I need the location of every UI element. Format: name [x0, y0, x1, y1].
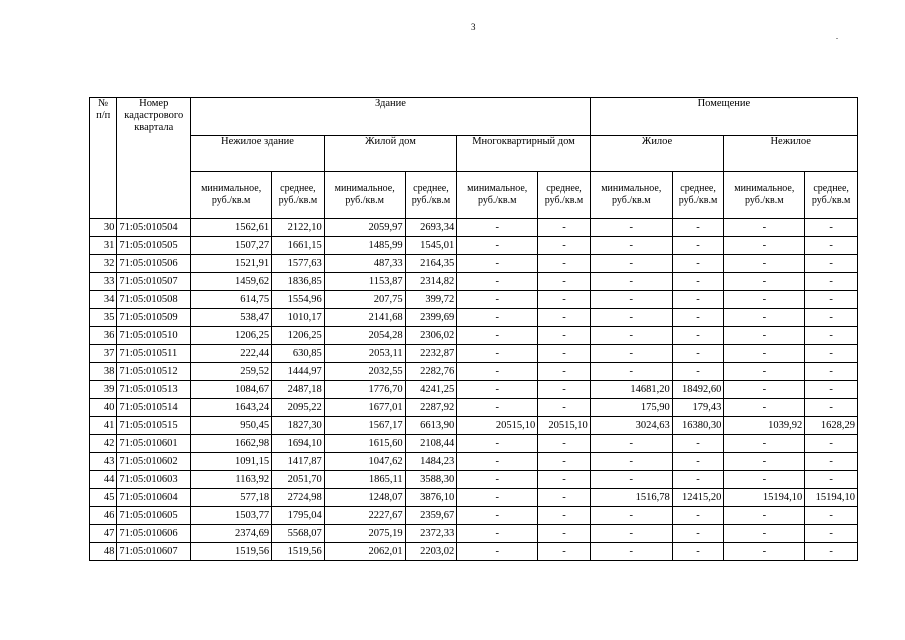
average-value-cell: 2399,69: [405, 309, 457, 327]
average-value-cell: -: [805, 453, 858, 471]
cadastral-quarter-cell: 71:05:010605: [117, 507, 191, 525]
minimum-value-cell: -: [724, 525, 805, 543]
header-minimum: минимальное, руб./кв.м: [457, 172, 538, 219]
minimum-value-cell: -: [457, 273, 538, 291]
minimum-value-cell: -: [457, 453, 538, 471]
average-value-cell: 1577,63: [272, 255, 325, 273]
average-value-cell: -: [672, 471, 724, 489]
average-value-cell: 2051,70: [272, 471, 325, 489]
minimum-value-cell: 2374,69: [191, 525, 272, 543]
average-value-cell: -: [805, 345, 858, 363]
minimum-value-cell: -: [724, 219, 805, 237]
table-row: [90, 525, 858, 543]
table-row: [90, 345, 858, 363]
subheader-nonresidential-building: Нежилое здание: [191, 136, 325, 172]
cadastral-quarter-cell: 71:05:010504: [117, 219, 191, 237]
average-value-cell: -: [805, 363, 858, 381]
row-number-cell: 41: [90, 417, 117, 435]
average-value-cell: 3588,30: [405, 471, 457, 489]
header-average: среднее, руб./кв.м: [272, 172, 325, 219]
row-number-cell: 31: [90, 237, 117, 255]
minimum-value-cell: 1163,92: [191, 471, 272, 489]
minimum-value-cell: 2062,01: [324, 543, 405, 561]
average-value-cell: 1554,96: [272, 291, 325, 309]
minimum-value-cell: 207,75: [324, 291, 405, 309]
average-value-cell: 2203,02: [405, 543, 457, 561]
average-value-cell: 2359,67: [405, 507, 457, 525]
minimum-value-cell: 1662,98: [191, 435, 272, 453]
minimum-value-cell: 1047,62: [324, 453, 405, 471]
minimum-value-cell: 175,90: [590, 399, 672, 417]
cadastral-quarter-cell: 71:05:010508: [117, 291, 191, 309]
row-number-cell: 32: [90, 255, 117, 273]
average-value-cell: -: [672, 255, 724, 273]
minimum-value-cell: -: [457, 381, 538, 399]
average-value-cell: 1444,97: [272, 363, 325, 381]
cadastral-quarter-cell: 71:05:010505: [117, 237, 191, 255]
minimum-value-cell: 20515,10: [457, 417, 538, 435]
minimum-value-cell: -: [724, 237, 805, 255]
average-value-cell: -: [538, 471, 591, 489]
average-value-cell: 179,43: [672, 399, 724, 417]
minimum-value-cell: -: [724, 327, 805, 345]
average-value-cell: 1694,10: [272, 435, 325, 453]
average-value-cell: 1484,23: [405, 453, 457, 471]
average-value-cell: -: [672, 543, 724, 561]
table-row: [90, 399, 858, 417]
average-value-cell: -: [672, 435, 724, 453]
average-value-cell: -: [805, 435, 858, 453]
minimum-value-cell: 2141,68: [324, 309, 405, 327]
minimum-value-cell: 1485,99: [324, 237, 405, 255]
table-row: [90, 507, 858, 525]
cadastral-quarter-cell: 71:05:010607: [117, 543, 191, 561]
cadastral-quarter-cell: 71:05:010511: [117, 345, 191, 363]
minimum-value-cell: 1776,70: [324, 381, 405, 399]
minimum-value-cell: -: [724, 453, 805, 471]
table-row: [90, 381, 858, 399]
average-value-cell: -: [538, 291, 591, 309]
minimum-value-cell: -: [590, 219, 672, 237]
header-average: среднее, руб./кв.м: [805, 172, 858, 219]
minimum-value-cell: 1503,77: [191, 507, 272, 525]
minimum-value-cell: 1519,56: [191, 543, 272, 561]
minimum-value-cell: 1039,92: [724, 417, 805, 435]
average-value-cell: 2282,76: [405, 363, 457, 381]
minimum-value-cell: -: [457, 291, 538, 309]
table-row: [90, 417, 858, 435]
average-value-cell: 6613,90: [405, 417, 457, 435]
average-value-cell: 1795,04: [272, 507, 325, 525]
minimum-value-cell: -: [457, 255, 538, 273]
average-value-cell: -: [538, 507, 591, 525]
average-value-cell: -: [538, 327, 591, 345]
minimum-value-cell: -: [457, 435, 538, 453]
header-row-number: № п/п: [90, 98, 117, 219]
minimum-value-cell: -: [724, 543, 805, 561]
row-number-cell: 30: [90, 219, 117, 237]
table-row: [90, 543, 858, 561]
minimum-value-cell: -: [590, 471, 672, 489]
minimum-value-cell: -: [457, 363, 538, 381]
minimum-value-cell: -: [590, 525, 672, 543]
row-number-cell: 36: [90, 327, 117, 345]
table-row: [90, 471, 858, 489]
minimum-value-cell: -: [457, 327, 538, 345]
cadastral-quarter-cell: 71:05:010515: [117, 417, 191, 435]
cadastral-quarter-cell: 71:05:010513: [117, 381, 191, 399]
page-number: 3: [471, 22, 476, 32]
cadastral-quarter-cell: 71:05:010510: [117, 327, 191, 345]
average-value-cell: -: [672, 237, 724, 255]
average-value-cell: 5568,07: [272, 525, 325, 543]
average-value-cell: -: [672, 219, 724, 237]
minimum-value-cell: 2075,19: [324, 525, 405, 543]
row-number-cell: 35: [90, 309, 117, 327]
average-value-cell: 1836,85: [272, 273, 325, 291]
minimum-value-cell: -: [724, 435, 805, 453]
minimum-value-cell: -: [724, 381, 805, 399]
minimum-value-cell: -: [724, 273, 805, 291]
minimum-value-cell: -: [457, 237, 538, 255]
average-value-cell: 15194,10: [805, 489, 858, 507]
average-value-cell: 399,72: [405, 291, 457, 309]
row-number-cell: 33: [90, 273, 117, 291]
header-average: среднее, руб./кв.м: [672, 172, 724, 219]
table-row: [90, 219, 858, 237]
average-value-cell: -: [672, 309, 724, 327]
header-minimum: минимальное, руб./кв.м: [324, 172, 405, 219]
minimum-value-cell: 1459,62: [191, 273, 272, 291]
minimum-value-cell: -: [457, 507, 538, 525]
minimum-value-cell: -: [724, 471, 805, 489]
minimum-value-cell: 577,18: [191, 489, 272, 507]
minimum-value-cell: 1507,27: [191, 237, 272, 255]
minimum-value-cell: -: [590, 291, 672, 309]
average-value-cell: -: [805, 219, 858, 237]
minimum-value-cell: 1567,17: [324, 417, 405, 435]
average-value-cell: 2095,22: [272, 399, 325, 417]
average-value-cell: -: [672, 327, 724, 345]
minimum-value-cell: -: [457, 219, 538, 237]
cadastral-quarter-cell: 71:05:010512: [117, 363, 191, 381]
average-value-cell: 4241,25: [405, 381, 457, 399]
cadastral-quarter-cell: 71:05:010507: [117, 273, 191, 291]
average-value-cell: -: [805, 543, 858, 561]
average-value-cell: 2724,98: [272, 489, 325, 507]
minimum-value-cell: 1865,11: [324, 471, 405, 489]
row-number-cell: 48: [90, 543, 117, 561]
minimum-value-cell: -: [724, 309, 805, 327]
header-minimum: минимальное, руб./кв.м: [724, 172, 805, 219]
subheader-residential-premises: Жилое: [590, 136, 724, 172]
minimum-value-cell: -: [590, 543, 672, 561]
header-building: Здание: [191, 98, 591, 136]
minimum-value-cell: 1084,67: [191, 381, 272, 399]
minimum-value-cell: -: [457, 543, 538, 561]
table-row: [90, 291, 858, 309]
average-value-cell: -: [672, 363, 724, 381]
average-value-cell: 1010,17: [272, 309, 325, 327]
header-cadastral-quarter: Номер кадастрового квартала: [117, 98, 191, 219]
minimum-value-cell: 14681,20: [590, 381, 672, 399]
row-number-cell: 42: [90, 435, 117, 453]
average-value-cell: -: [805, 255, 858, 273]
cadastral-quarter-cell: 71:05:010601: [117, 435, 191, 453]
header-average: среднее, руб./кв.м: [538, 172, 591, 219]
minimum-value-cell: 1643,24: [191, 399, 272, 417]
average-value-cell: -: [538, 399, 591, 417]
minimum-value-cell: -: [590, 327, 672, 345]
minimum-value-cell: -: [724, 345, 805, 363]
minimum-value-cell: -: [457, 489, 538, 507]
table-row: [90, 309, 858, 327]
average-value-cell: -: [538, 237, 591, 255]
header-minimum: минимальное, руб./кв.м: [590, 172, 672, 219]
cadastral-quarter-cell: 71:05:010603: [117, 471, 191, 489]
cadastral-quarter-cell: 71:05:010514: [117, 399, 191, 417]
average-value-cell: 2164,35: [405, 255, 457, 273]
row-number-cell: 40: [90, 399, 117, 417]
average-value-cell: 16380,30: [672, 417, 724, 435]
average-value-cell: 1827,30: [272, 417, 325, 435]
row-number-cell: 46: [90, 507, 117, 525]
minimum-value-cell: 614,75: [191, 291, 272, 309]
average-value-cell: -: [672, 273, 724, 291]
minimum-value-cell: -: [457, 345, 538, 363]
average-value-cell: -: [805, 507, 858, 525]
minimum-value-cell: -: [590, 453, 672, 471]
minimum-value-cell: -: [724, 363, 805, 381]
minimum-value-cell: -: [457, 525, 538, 543]
table-row: [90, 435, 858, 453]
average-value-cell: 1545,01: [405, 237, 457, 255]
table-row: [90, 327, 858, 345]
minimum-value-cell: -: [457, 309, 538, 327]
minimum-value-cell: 3024,63: [590, 417, 672, 435]
average-value-cell: 2487,18: [272, 381, 325, 399]
row-number-cell: 45: [90, 489, 117, 507]
average-value-cell: -: [805, 381, 858, 399]
minimum-value-cell: 15194,10: [724, 489, 805, 507]
average-value-cell: -: [805, 291, 858, 309]
average-value-cell: -: [805, 525, 858, 543]
average-value-cell: 2108,44: [405, 435, 457, 453]
average-value-cell: 2287,92: [405, 399, 457, 417]
minimum-value-cell: 2059,97: [324, 219, 405, 237]
minimum-value-cell: 487,33: [324, 255, 405, 273]
average-value-cell: 2693,34: [405, 219, 457, 237]
header-average: среднее, руб./кв.м: [405, 172, 457, 219]
minimum-value-cell: -: [724, 399, 805, 417]
average-value-cell: -: [538, 453, 591, 471]
minimum-value-cell: -: [724, 507, 805, 525]
average-value-cell: 2314,82: [405, 273, 457, 291]
minimum-value-cell: -: [590, 507, 672, 525]
average-value-cell: -: [538, 273, 591, 291]
minimum-value-cell: 1516,78: [590, 489, 672, 507]
average-value-cell: -: [805, 237, 858, 255]
cadastral-quarter-cell: 71:05:010602: [117, 453, 191, 471]
minimum-value-cell: 1153,87: [324, 273, 405, 291]
average-value-cell: 1661,15: [272, 237, 325, 255]
average-value-cell: -: [538, 219, 591, 237]
minimum-value-cell: 950,45: [191, 417, 272, 435]
minimum-value-cell: -: [590, 435, 672, 453]
average-value-cell: -: [805, 309, 858, 327]
average-value-cell: -: [672, 453, 724, 471]
average-value-cell: -: [538, 489, 591, 507]
average-value-cell: 2306,02: [405, 327, 457, 345]
table-row: [90, 363, 858, 381]
row-number-cell: 47: [90, 525, 117, 543]
minimum-value-cell: 1677,01: [324, 399, 405, 417]
row-number-cell: 43: [90, 453, 117, 471]
row-number-cell: 44: [90, 471, 117, 489]
minimum-value-cell: -: [590, 255, 672, 273]
minimum-value-cell: -: [590, 237, 672, 255]
average-value-cell: 3876,10: [405, 489, 457, 507]
average-value-cell: -: [538, 345, 591, 363]
average-value-cell: 2122,10: [272, 219, 325, 237]
row-number-cell: 34: [90, 291, 117, 309]
average-value-cell: -: [805, 471, 858, 489]
average-value-cell: -: [538, 543, 591, 561]
minimum-value-cell: -: [724, 291, 805, 309]
minimum-value-cell: 222,44: [191, 345, 272, 363]
cadastral-quarter-cell: 71:05:010509: [117, 309, 191, 327]
average-value-cell: 2372,33: [405, 525, 457, 543]
minimum-value-cell: 2054,28: [324, 327, 405, 345]
minimum-value-cell: -: [457, 471, 538, 489]
minimum-value-cell: -: [457, 399, 538, 417]
average-value-cell: -: [538, 381, 591, 399]
minimum-value-cell: 2053,11: [324, 345, 405, 363]
average-value-cell: -: [672, 507, 724, 525]
header-premises: Помещение: [590, 98, 857, 136]
average-value-cell: -: [805, 273, 858, 291]
table-row: [90, 273, 858, 291]
minimum-value-cell: 1091,15: [191, 453, 272, 471]
minimum-value-cell: -: [590, 309, 672, 327]
average-value-cell: -: [538, 435, 591, 453]
minimum-value-cell: 2032,55: [324, 363, 405, 381]
average-value-cell: 1519,56: [272, 543, 325, 561]
row-number-cell: 39: [90, 381, 117, 399]
subheader-apartment-building: Многоквартирный дом: [457, 136, 591, 172]
minimum-value-cell: 1206,25: [191, 327, 272, 345]
average-value-cell: -: [538, 363, 591, 381]
average-value-cell: 1417,87: [272, 453, 325, 471]
table-row: [90, 453, 858, 471]
average-value-cell: -: [538, 309, 591, 327]
average-value-cell: -: [672, 291, 724, 309]
average-value-cell: 12415,20: [672, 489, 724, 507]
minimum-value-cell: -: [724, 255, 805, 273]
cadastral-quarter-cell: 71:05:010506: [117, 255, 191, 273]
average-value-cell: 20515,10: [538, 417, 591, 435]
minimum-value-cell: 1521,91: [191, 255, 272, 273]
minimum-value-cell: 538,47: [191, 309, 272, 327]
subheader-nonresidential-premises: Нежилое: [724, 136, 858, 172]
table-row: [90, 489, 858, 507]
table-row: [90, 237, 858, 255]
subheader-residential-house: Жилой дом: [324, 136, 457, 172]
minimum-value-cell: 2227,67: [324, 507, 405, 525]
average-value-cell: 2232,87: [405, 345, 457, 363]
minimum-value-cell: 1615,60: [324, 435, 405, 453]
average-value-cell: -: [538, 255, 591, 273]
minimum-value-cell: -: [590, 273, 672, 291]
scan-artifact: [836, 38, 838, 39]
average-value-cell: -: [672, 525, 724, 543]
minimum-value-cell: -: [590, 345, 672, 363]
average-value-cell: 1628,29: [805, 417, 858, 435]
cadastral-quarter-cell: 71:05:010604: [117, 489, 191, 507]
average-value-cell: 18492,60: [672, 381, 724, 399]
minimum-value-cell: 259,52: [191, 363, 272, 381]
average-value-cell: -: [805, 399, 858, 417]
average-value-cell: -: [538, 525, 591, 543]
minimum-value-cell: -: [590, 363, 672, 381]
average-value-cell: 1206,25: [272, 327, 325, 345]
cadastral-value-table: [89, 97, 858, 561]
table-row: [90, 255, 858, 273]
average-value-cell: 630,85: [272, 345, 325, 363]
average-value-cell: -: [805, 327, 858, 345]
header-minimum: минимальное, руб./кв.м: [191, 172, 272, 219]
row-number-cell: 37: [90, 345, 117, 363]
cadastral-quarter-cell: 71:05:010606: [117, 525, 191, 543]
minimum-value-cell: 1562,61: [191, 219, 272, 237]
average-value-cell: -: [672, 345, 724, 363]
row-number-cell: 38: [90, 363, 117, 381]
minimum-value-cell: 1248,07: [324, 489, 405, 507]
